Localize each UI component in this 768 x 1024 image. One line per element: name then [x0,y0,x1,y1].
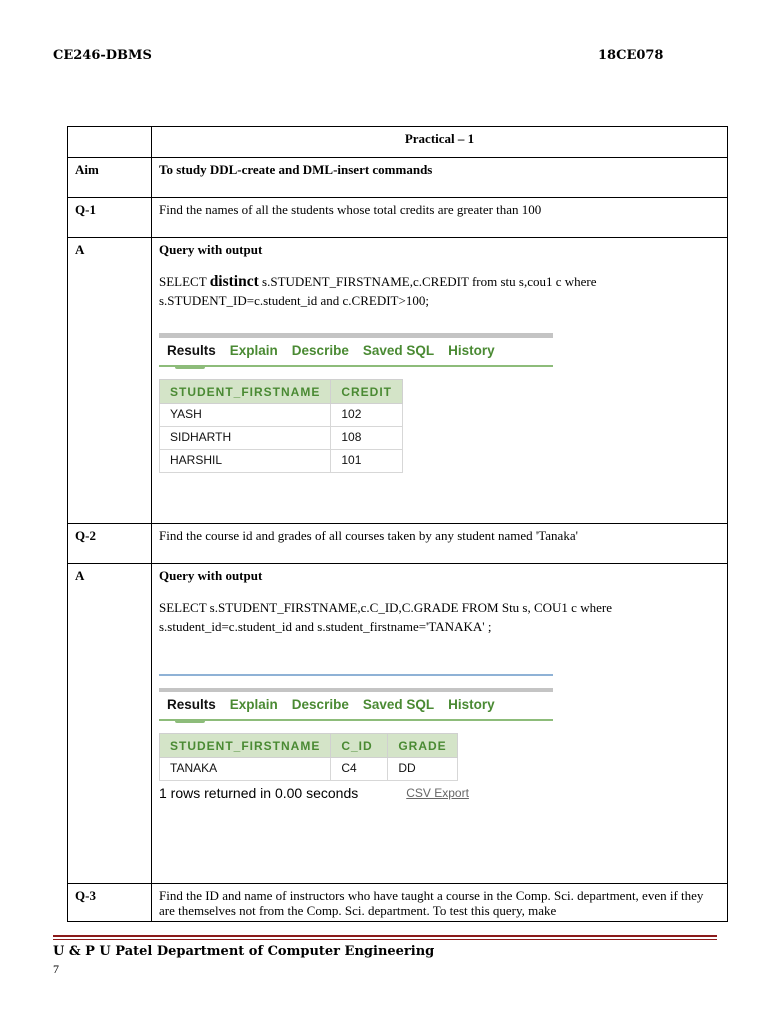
cell: 108 [331,427,403,450]
a1-label: A [68,238,152,524]
q2-label: Q-2 [68,524,152,564]
tab-describe[interactable]: Describe [291,343,349,358]
tab-history[interactable]: History [448,343,495,358]
aim-text: To study DDL-create and DML-insert commands [152,158,728,198]
a1-heading: Query with output [159,242,263,257]
course-code: CE246-DBMS [53,48,152,63]
results-panel-2 [159,674,720,801]
cell: C4 [331,758,388,781]
table-row [160,450,403,473]
a2-content [152,564,728,884]
tab-explain[interactable]: Explain [229,343,278,358]
table-row [160,427,403,450]
column-header: GRADE [388,734,457,758]
cell: YASH [160,404,331,427]
csv-export-link[interactable]: CSV Export [406,786,469,800]
cell: 101 [331,450,403,473]
results-tabs-1 [159,338,720,365]
cell: DD [388,758,457,781]
tab-describe[interactable]: Describe [291,697,349,712]
footer-divider-thin [53,939,717,940]
page-number: 7 [53,962,59,976]
column-header: STUDENT_FIRSTNAME [160,734,331,758]
result-table-1 [159,379,403,473]
practical-title: Practical – 1 [152,127,728,158]
table-row [160,404,403,427]
cell: HARSHIL [160,450,331,473]
result-table-2 [159,733,458,781]
a2-label: A [68,564,152,884]
q2-text: Find the course id and grades of all courses taken by any student named 'Tanaka' [152,524,728,564]
practical-table [67,126,728,922]
blank-cell [68,127,152,158]
a1-sql: SELECT distinct s.STUDENT_FIRSTNAME,c.CREDIT from stu s,cou1 c where s.STUDENT_ID=c.student_id and c.CREDIT>100; [159,273,597,308]
tab-history[interactable]: History [448,697,495,712]
rows-returned-status: 1 rows returned in 0.00 seconds [159,785,359,801]
cell: SIDHARTH [160,427,331,450]
column-header: CREDIT [331,380,403,404]
column-header: STUDENT_FIRSTNAME [160,380,331,404]
q1-text: Find the names of all the students whose total credits are greater than 100 [152,198,728,238]
tab-results[interactable]: Results [167,343,216,358]
q3-label: Q-3 [68,884,152,922]
cell: 102 [331,404,403,427]
q3-text: Find the ID and name of instructors who have taught a course in the Comp. Sci. department, even if they are themselves not from the Comp. Sci. department. To test this query, make [152,884,728,922]
department-name: U & P U Patel Department of Computer Engineering [53,944,435,959]
results-panel-1 [159,333,720,473]
tab-explain[interactable]: Explain [229,697,278,712]
q1-label: Q-1 [68,198,152,238]
column-header: C_ID [331,734,388,758]
tab-results[interactable]: Results [167,697,216,712]
aim-label: Aim [68,158,152,198]
table-row [160,758,458,781]
student-id: 18CE078 [598,48,664,63]
results-tabs-2 [159,692,720,719]
a1-content [152,238,728,524]
a2-heading: Query with output [159,568,263,583]
footer-divider [53,935,717,937]
cell: TANAKA [160,758,331,781]
tab-saved-sql[interactable]: Saved SQL [362,697,435,712]
a2-sql: SELECT s.STUDENT_FIRSTNAME,c.C_ID,C.GRADE FROM Stu s, COU1 c where s.student_id=c.student_id and s.student_firstname='TANAKA' ; [159,600,612,634]
tab-saved-sql[interactable]: Saved SQL [362,343,435,358]
